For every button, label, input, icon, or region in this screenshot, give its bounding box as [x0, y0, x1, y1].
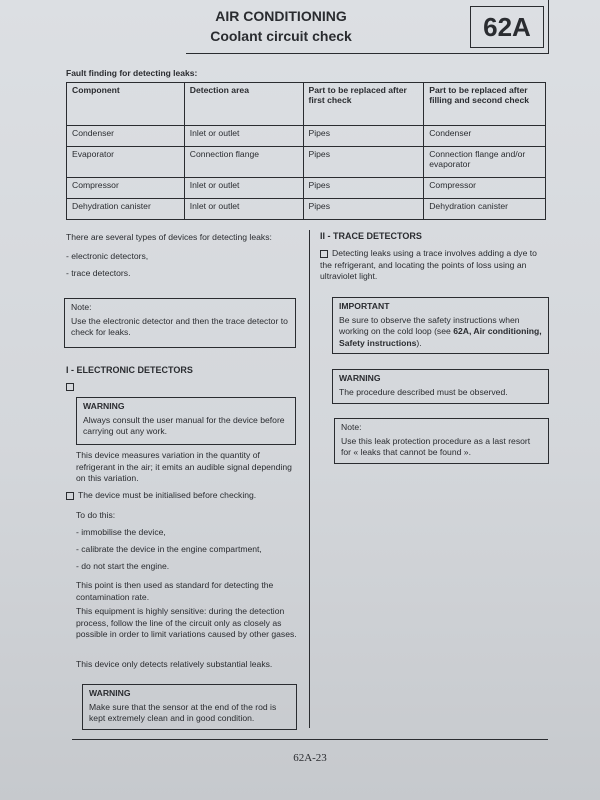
table-cell: Connection flange	[184, 147, 303, 178]
column-header: Part to be replaced after first check	[303, 83, 424, 126]
page-subtitle: Coolant circuit check	[210, 28, 352, 44]
checklist-item	[320, 248, 548, 283]
paragraph: This equipment is highly sensitive: during the detection process, follow the line of the circuit only as closely as possible in order to limit variations caused by other gases.	[76, 606, 297, 639]
section-code-badge: 62A	[470, 6, 544, 48]
table-cell: Inlet or outlet	[184, 199, 303, 220]
important-text: Be sure to observe the safety instructions when working on the cold loop (see	[339, 314, 520, 336]
column-header: Part to be replaced after filling and second check	[424, 83, 546, 126]
warning-text: The procedure described must be observed.	[339, 386, 508, 397]
paragraph: This device only detects relatively substantial leaks.	[76, 659, 273, 669]
warning-text: Always consult the user manual for the device before carrying out any work.	[83, 414, 285, 436]
table-cell: Condenser	[67, 126, 185, 147]
reference-link: 62A, Air conditioning, Safety instructions	[339, 326, 542, 348]
column-header: Detection area	[184, 83, 303, 126]
table-heading: Fault finding for detecting leaks:	[66, 68, 198, 78]
electronic-detectors-heading: I - ELECTRONIC DETECTORS	[66, 365, 193, 375]
paragraph: This device measures variation in the quantity of refrigerant in the air; it emits an audible signal depending on this variation.	[76, 450, 292, 483]
note-box	[64, 298, 296, 348]
table-cell: Pipes	[303, 199, 424, 220]
checklist-text: The device must be initialised before checking.	[78, 490, 257, 500]
table-cell: Evaporator	[67, 147, 185, 178]
checkbox-bullet-icon	[66, 492, 74, 500]
note-box	[334, 418, 549, 464]
table-cell: Pipes	[303, 126, 424, 147]
important-box	[332, 297, 549, 354]
note-label: Note:	[341, 422, 362, 432]
section-title: AIR CONDITIONING	[215, 8, 347, 24]
note-text: Use this leak protection procedure as a last resort for « leaks that cannot be found ».	[341, 435, 531, 457]
column-divider	[309, 230, 310, 728]
warning-box	[332, 369, 549, 404]
footer-rule	[72, 739, 548, 740]
table-cell: Compressor	[67, 178, 185, 199]
important-label: IMPORTANT	[339, 301, 390, 311]
checklist-text: Detecting leaks using a trace involves adding a dye to the refrigerant, and locating the points of loss using an ultraviolet light.	[320, 248, 537, 281]
warning-label: WARNING	[83, 401, 125, 411]
checkbox-bullet-icon	[320, 250, 328, 258]
important-text-end: ).	[416, 337, 422, 348]
note-text: Use the electronic detector and then the trace detector to check for leaks.	[71, 315, 288, 337]
warning-text: Make sure that the sensor at the end of the rod is kept extremely clean and in good condition.	[89, 701, 277, 723]
warning-label: WARNING	[89, 688, 131, 698]
trace-detectors-heading: II - TRACE DETECTORS	[320, 231, 422, 241]
note-label: Note:	[71, 302, 92, 312]
list-item: - calibrate the device in the engine compartment,	[76, 544, 262, 554]
list-item: - immobilise the device,	[76, 527, 166, 537]
paragraph: This point is then used as standard for detecting the contamination rate.	[76, 580, 274, 602]
warning-label: WARNING	[339, 373, 381, 383]
table-cell: Compressor	[424, 178, 546, 199]
checklist-item	[66, 490, 302, 502]
fault-finding-table	[66, 82, 546, 220]
table-cell: Condenser	[424, 126, 546, 147]
page-number: 62A-23	[293, 752, 327, 764]
column-header: Component	[67, 83, 185, 126]
paragraph: To do this:	[76, 510, 116, 520]
table-cell: Inlet or outlet	[184, 178, 303, 199]
table-cell: Pipes	[303, 147, 424, 178]
list-item: - do not start the engine.	[76, 561, 170, 571]
list-item: - electronic detectors,	[66, 251, 149, 261]
checkbox-bullet-icon	[66, 383, 74, 391]
table-row	[67, 126, 546, 147]
table-cell: Inlet or outlet	[184, 126, 303, 147]
warning-box	[82, 684, 297, 730]
list-item: - trace detectors.	[66, 268, 131, 278]
table-cell: Dehydration canister	[67, 199, 185, 220]
intro-text: There are several types of devices for detecting leaks:	[66, 232, 272, 242]
table-header-row	[67, 83, 546, 126]
table-row	[67, 199, 546, 220]
table-cell: Pipes	[303, 178, 424, 199]
table-cell: Dehydration canister	[424, 199, 546, 220]
table-cell: Connection flange and/or evaporator	[424, 147, 546, 178]
table-row	[67, 178, 546, 199]
warning-box	[76, 397, 296, 445]
table-row	[67, 147, 546, 178]
